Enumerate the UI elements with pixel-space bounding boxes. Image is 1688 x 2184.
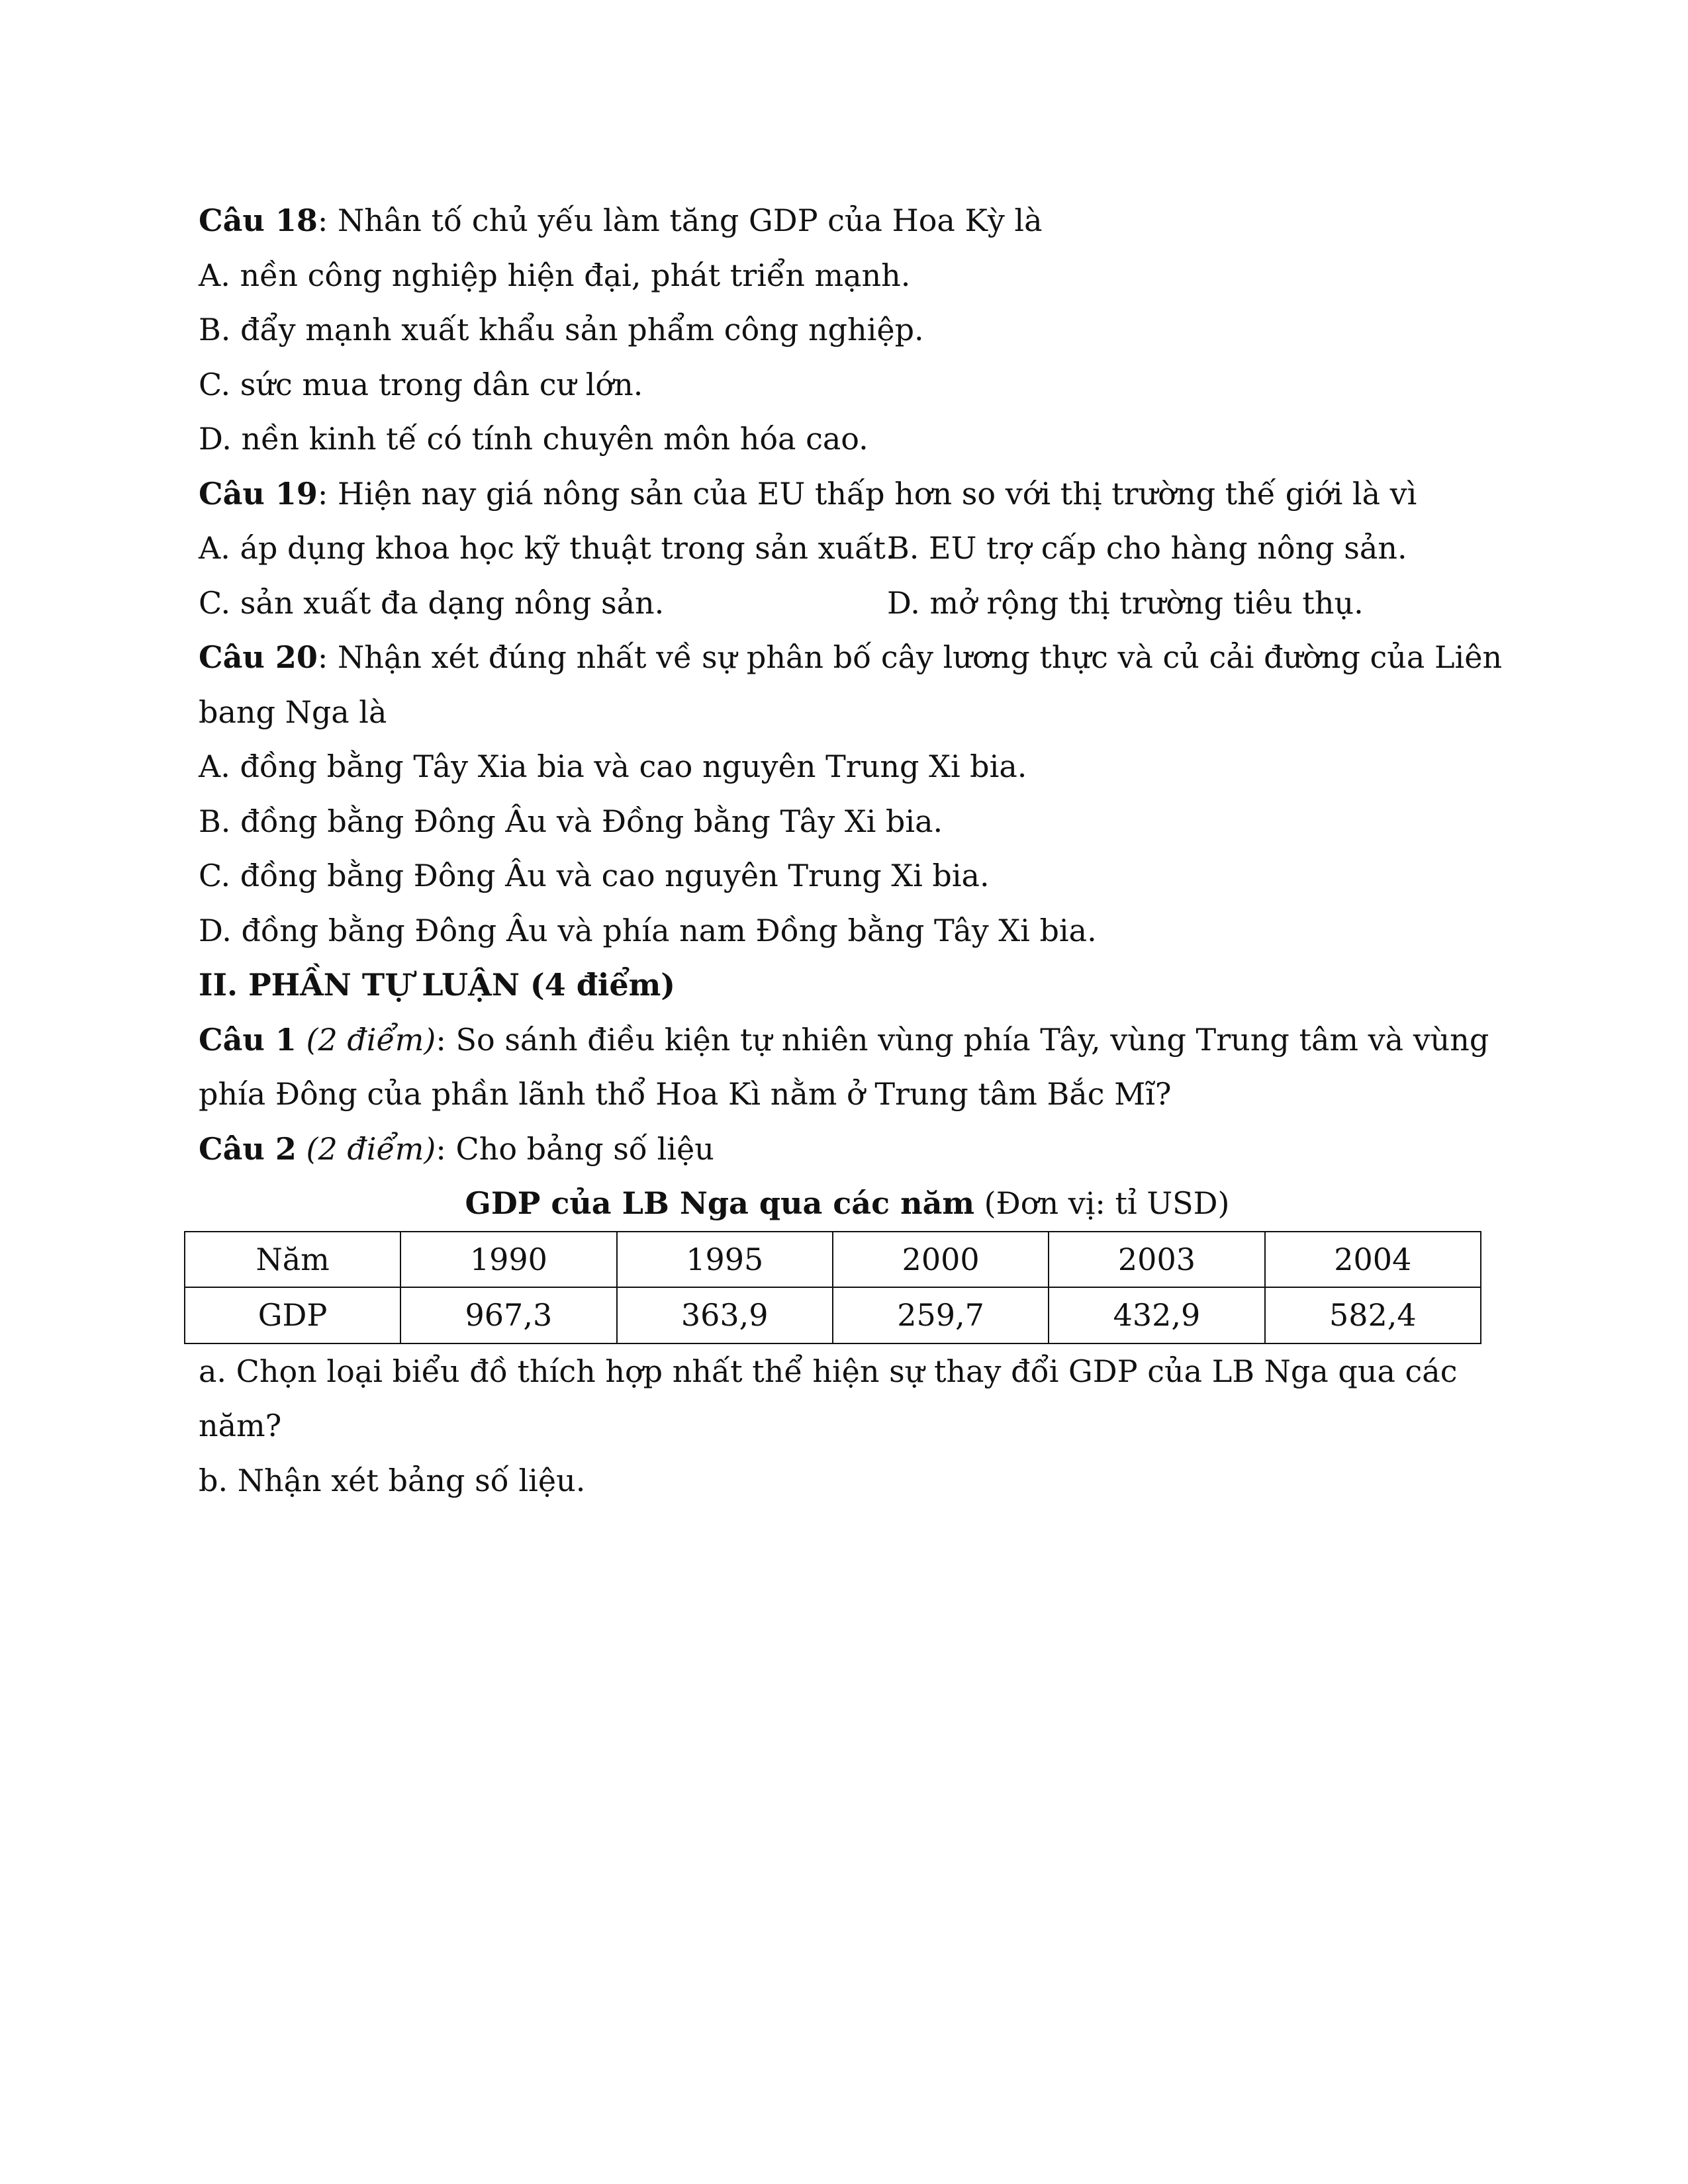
options-row-ab	[199, 521, 1496, 576]
option-c: C. đồng bằng Đông Âu và cao nguyên Trung Xi bia.	[199, 858, 990, 893]
option-a: A. áp dụng khoa học kỹ thuật trong sản xuất.	[199, 530, 896, 566]
options-row-cd	[199, 576, 1496, 631]
table-unit: (Đơn vị: tỉ USD)	[974, 1185, 1230, 1221]
option-d: D. mở rộng thị trường tiêu thụ.	[887, 584, 1364, 621]
table-cell: 2003	[1049, 1232, 1264, 1288]
question-text: : Nhận xét đúng nhất về sự phân bố cây lương thực và củ cải đường của Liên	[317, 639, 1503, 675]
option-b: B. đẩy mạnh xuất khẩu sản phẩm công nghiệp.	[199, 312, 924, 347]
question-label: Câu 18	[199, 203, 318, 238]
option-d: D. nền kinh tế có tính chuyên môn hóa cao.	[199, 421, 868, 457]
table-cell: 2000	[833, 1232, 1049, 1288]
row-header-year: Năm	[185, 1232, 400, 1288]
table-title	[199, 1176, 1496, 1231]
subquestion-b: b. Nhận xét bảng số liệu.	[199, 1462, 586, 1498]
gdp-table	[184, 1231, 1481, 1344]
table-row	[185, 1287, 1481, 1343]
question-19	[199, 467, 1496, 522]
option-b: B. đồng bằng Đông Âu và Đồng bằng Tây Xi bia.	[199, 803, 943, 839]
question-label: Câu 2	[199, 1130, 297, 1167]
option-b: B. EU trợ cấp cho hàng nông sản.	[887, 530, 1407, 566]
table-title-text: GDP của LB Nga qua các năm	[465, 1185, 975, 1221]
table-row	[185, 1232, 1481, 1288]
exam-page	[199, 193, 1503, 1508]
question-points: (2 điểm)	[306, 1130, 436, 1167]
question-label: Câu 1	[199, 1021, 297, 1058]
essay-question-1	[199, 1013, 1496, 1068]
question-text-continued: phía Đông của phần lãnh thổ Hoa Kì nằm ở Trung tâm Bắc Mĩ?	[199, 1076, 1172, 1112]
option-a: A. đồng bằng Tây Xia bia và cao nguyên Trung Xi bia.	[199, 749, 1027, 784]
option-d: D. đồng bằng Đông Âu và phía nam Đồng bằng Tây Xi bia.	[199, 912, 1097, 948]
question-text: : So sánh điều kiện tự nhiên vùng phía Tây, vùng Trung tâm và vùng	[436, 1021, 1489, 1058]
option-c: C. sản xuất đa dạng nông sản.	[199, 584, 665, 621]
question-points: (2 điểm)	[306, 1021, 436, 1058]
section-heading: II. PHẦN TỰ LUẬN (4 điểm)	[199, 967, 676, 1003]
table-cell: 582,4	[1265, 1287, 1481, 1343]
table-cell: 259,7	[833, 1287, 1049, 1343]
question-label: Câu 20	[199, 639, 318, 675]
question-text-continued: bang Nga là	[199, 694, 387, 730]
question-20	[199, 630, 1503, 685]
question-18	[199, 193, 1496, 248]
table-cell: 2004	[1265, 1232, 1481, 1288]
question-text: : Hiện nay giá nông sản của EU thấp hơn so với thị trường thế giới là vì	[317, 475, 1417, 512]
table-cell: 363,9	[617, 1287, 833, 1343]
row-header-gdp: GDP	[185, 1287, 400, 1343]
subquestion-a-continued: năm?	[199, 1408, 282, 1443]
question-text: : Nhân tố chủ yếu làm tăng GDP của Hoa Kỳ là	[317, 203, 1043, 238]
table-cell: 967,3	[400, 1287, 616, 1343]
question-label: Câu 19	[199, 475, 318, 512]
question-text: : Cho bảng số liệu	[436, 1130, 714, 1167]
subquestion-a: a. Chọn loại biểu đồ thích hợp nhất thể hiện sự thay đổi GDP của LB Nga qua các	[199, 1353, 1458, 1389]
option-a: A. nền công nghiệp hiện đại, phát triển mạnh.	[199, 257, 911, 293]
essay-question-2	[199, 1122, 1496, 1177]
option-c: C. sức mua trong dân cư lớn.	[199, 366, 643, 402]
table-cell: 1990	[400, 1232, 616, 1288]
table-cell: 432,9	[1049, 1287, 1264, 1343]
table-cell: 1995	[617, 1232, 833, 1288]
